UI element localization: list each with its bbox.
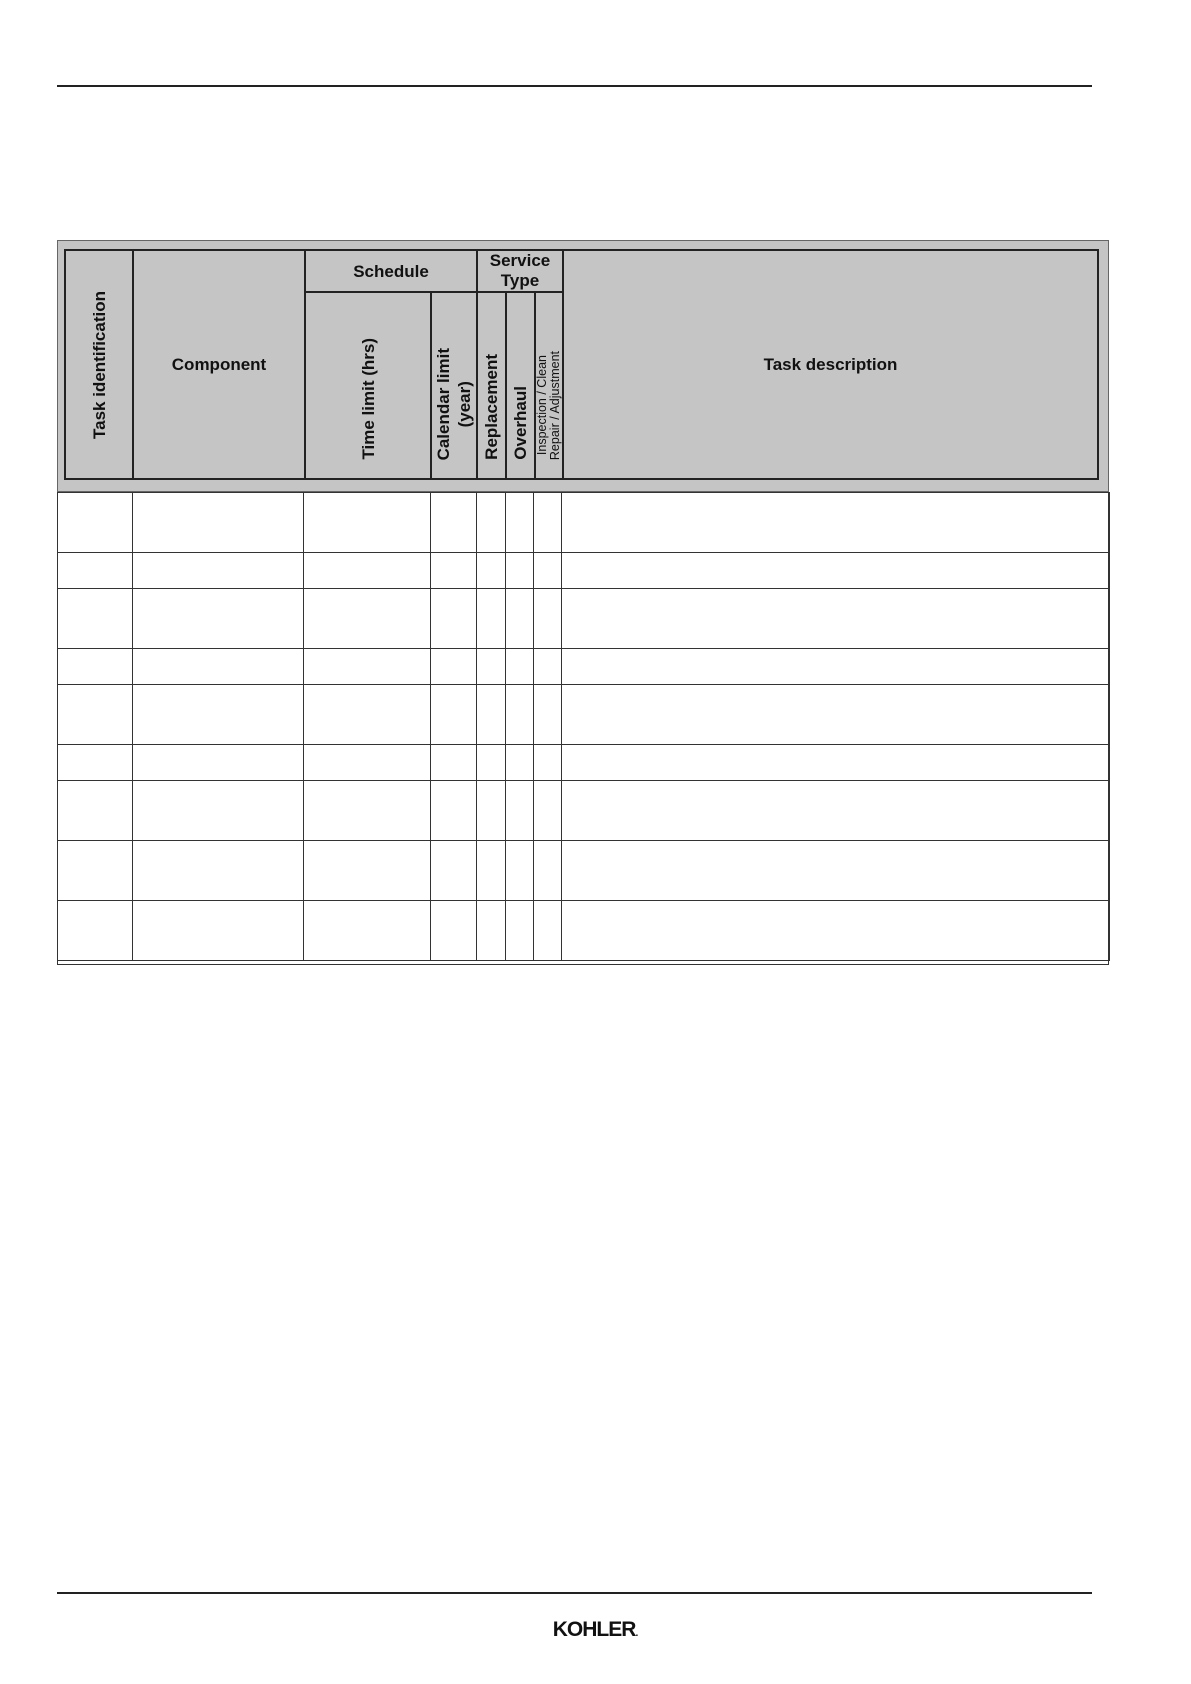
cell-time-limit[interactable] [304, 745, 431, 781]
cell-component[interactable] [133, 649, 304, 685]
header-task-identification-label: Task identification [89, 290, 109, 439]
header-component [132, 249, 306, 480]
cell-replacement[interactable] [477, 841, 506, 901]
cell-time-limit[interactable] [304, 589, 431, 649]
header-task-identification [64, 249, 134, 480]
cell-inspection[interactable] [534, 649, 562, 685]
cell-component[interactable] [133, 781, 304, 841]
header-overhaul [505, 291, 536, 480]
cell-replacement[interactable] [477, 589, 506, 649]
cell-time-limit[interactable] [304, 685, 431, 745]
table-row [58, 553, 1110, 589]
cell-calendar-limit[interactable] [431, 781, 477, 841]
cell-inspection[interactable] [534, 781, 562, 841]
cell-replacement[interactable] [477, 649, 506, 685]
cell-component[interactable] [133, 589, 304, 649]
cell-inspection[interactable] [534, 841, 562, 901]
cell-calendar-limit[interactable] [431, 901, 477, 961]
cell-calendar-limit[interactable] [431, 685, 477, 745]
header-service-type [476, 249, 564, 293]
kohler-logo [0, 1618, 1191, 1642]
footer-rule [57, 1592, 1092, 1594]
cell-time-limit[interactable] [304, 493, 431, 553]
cell-component[interactable] [133, 553, 304, 589]
cell-task-id[interactable] [58, 745, 133, 781]
header-task-description-label: Task description [763, 355, 898, 374]
cell-task-id[interactable] [58, 781, 133, 841]
cell-replacement[interactable] [477, 781, 506, 841]
cell-inspection[interactable] [534, 901, 562, 961]
header-task-description [562, 249, 1099, 480]
cell-time-limit[interactable] [304, 841, 431, 901]
cell-task-id[interactable] [58, 589, 133, 649]
header-inspection-repair-label: Inspection / Clean Repair / Adjustment [535, 350, 562, 460]
cell-component[interactable] [133, 841, 304, 901]
header-calendar-limit [430, 291, 478, 480]
table-row [58, 781, 1110, 841]
header-component-label: Component [171, 355, 267, 374]
cell-overhaul[interactable] [506, 589, 534, 649]
cell-task-id[interactable] [58, 685, 133, 745]
cell-component[interactable] [133, 745, 304, 781]
header-overhaul-label: Overhaul [511, 386, 530, 460]
cell-time-limit[interactable] [304, 649, 431, 685]
cell-overhaul[interactable] [506, 841, 534, 901]
cell-replacement[interactable] [477, 493, 506, 553]
grid-rows [58, 493, 1110, 961]
header-schedule [304, 249, 478, 293]
cell-component[interactable] [133, 685, 304, 745]
cell-overhaul[interactable] [506, 493, 534, 553]
cell-replacement[interactable] [477, 745, 506, 781]
cell-task-id[interactable] [58, 493, 133, 553]
cell-task-description[interactable] [562, 649, 1110, 685]
cell-calendar-limit[interactable] [431, 841, 477, 901]
table-row [58, 589, 1110, 649]
cell-overhaul[interactable] [506, 781, 534, 841]
table-header [57, 240, 1109, 492]
cell-replacement[interactable] [477, 685, 506, 745]
header-calendar-limit-label: Calendar limit (year) [434, 347, 474, 460]
cell-task-description[interactable] [562, 493, 1110, 553]
cell-calendar-limit[interactable] [431, 553, 477, 589]
kohler-logo-mark: . [635, 1628, 639, 1639]
header-schedule-label: Schedule [353, 261, 429, 281]
header-replacement-label: Replacement [482, 354, 501, 460]
header-inspection-repair [534, 291, 564, 480]
cell-task-description[interactable] [562, 841, 1110, 901]
cell-inspection[interactable] [534, 589, 562, 649]
table-row [58, 745, 1110, 781]
cell-overhaul[interactable] [506, 745, 534, 781]
cell-task-description[interactable] [562, 685, 1110, 745]
table-row [58, 841, 1110, 901]
header-time-limit [304, 291, 432, 480]
table-row [58, 649, 1110, 685]
cell-task-description[interactable] [562, 901, 1110, 961]
cell-time-limit[interactable] [304, 901, 431, 961]
table-body [57, 492, 1109, 965]
cell-task-description[interactable] [562, 781, 1110, 841]
maintenance-grid [57, 492, 1110, 961]
cell-task-id[interactable] [58, 553, 133, 589]
cell-overhaul[interactable] [506, 685, 534, 745]
cell-task-description[interactable] [562, 553, 1110, 589]
header-replacement [476, 291, 507, 480]
cell-time-limit[interactable] [304, 553, 431, 589]
cell-task-id[interactable] [58, 901, 133, 961]
kohler-logo-text: KOHLER [552, 1618, 636, 1641]
cell-inspection[interactable] [534, 685, 562, 745]
cell-overhaul[interactable] [506, 553, 534, 589]
table-row [58, 901, 1110, 961]
cell-task-id[interactable] [58, 841, 133, 901]
cell-inspection[interactable] [534, 745, 562, 781]
cell-replacement[interactable] [477, 553, 506, 589]
header-rule [57, 85, 1092, 87]
cell-component[interactable] [133, 493, 304, 553]
header-time-limit-label: Time limit (hrs) [358, 338, 378, 460]
cell-overhaul[interactable] [506, 901, 534, 961]
cell-task-description[interactable] [562, 589, 1110, 649]
cell-inspection[interactable] [534, 493, 562, 553]
cell-calendar-limit[interactable] [431, 649, 477, 685]
cell-component[interactable] [133, 901, 304, 961]
cell-time-limit[interactable] [304, 781, 431, 841]
cell-replacement[interactable] [477, 901, 506, 961]
cell-overhaul[interactable] [506, 649, 534, 685]
table-row [58, 493, 1110, 553]
cell-calendar-limit[interactable] [431, 745, 477, 781]
cell-calendar-limit[interactable] [431, 493, 477, 553]
cell-task-id[interactable] [58, 649, 133, 685]
table-row [58, 685, 1110, 745]
cell-inspection[interactable] [534, 553, 562, 589]
header-service-type-label: Service Type [489, 251, 551, 290]
cell-calendar-limit[interactable] [431, 589, 477, 649]
cell-task-description[interactable] [562, 745, 1110, 781]
